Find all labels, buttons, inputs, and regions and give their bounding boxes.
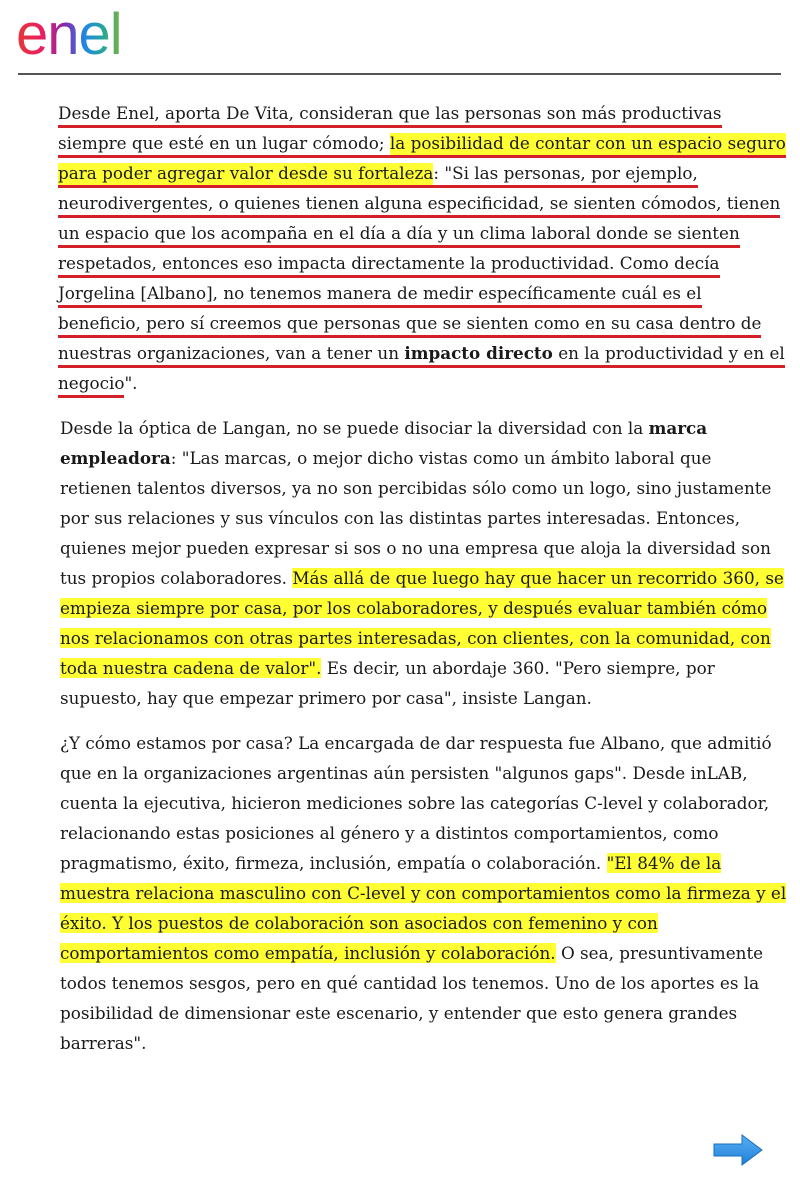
text-segment: posibilidad de dimensionar este escenario, y entender que esto genera grandes xyxy=(60,1003,738,1023)
text-segment: empleadora xyxy=(60,448,171,468)
next-page-button[interactable] xyxy=(712,1132,764,1168)
text-segment: ". xyxy=(124,373,138,393)
text-segment: barreras". xyxy=(60,1033,147,1053)
text-line xyxy=(60,653,748,683)
underlined-text: un espacio que los acompaña en el día a día y un clima laboral donde se sienten xyxy=(58,223,740,248)
text-line xyxy=(60,563,784,593)
highlighted-text: la posibilidad de contar con un espacio seguro xyxy=(390,133,786,158)
text-line xyxy=(58,218,748,248)
text-segment: Es decir, un abordaje 360. "Pero siempre, por xyxy=(321,658,715,678)
text-segment: pragmatismo, éxito, firmeza, inclusión, empatía o colaboración. xyxy=(60,853,607,873)
header-divider xyxy=(18,73,781,75)
underlined-text: beneficio, pero sí creemos que personas que se sienten como en su casa dentro de xyxy=(58,313,761,338)
text-line xyxy=(60,908,748,938)
text-line xyxy=(58,248,748,278)
text-line xyxy=(58,128,786,158)
underlined-text: impacto directo xyxy=(404,343,553,368)
text-line xyxy=(60,848,748,878)
text-line xyxy=(60,818,748,848)
text-segment: por sus relaciones y sus vínculos con las distintas partes interesadas. Entonces, xyxy=(60,508,741,528)
highlighted-text: comportamientos como empatía, inclusión y colaboración. xyxy=(60,943,556,963)
highlighted-text: muestra relaciona masculino con C-level y con comportamientos como la firmeza y el xyxy=(60,883,787,903)
text-line xyxy=(58,368,748,398)
text-segment: quienes mejor pueden expresar si sos o no una empresa que aloja la diversidad son xyxy=(60,538,771,558)
highlighted-text: nos relacionamos con otras partes interesadas, con clientes, con la comunidad, con xyxy=(60,628,771,648)
text-line xyxy=(60,1028,748,1058)
text-segment: Desde la óptica de Langan, no se puede disociar la diversidad con la xyxy=(60,418,649,438)
highlighted-text: éxito. Y los puestos de colaboración son asociados con femenino y con xyxy=(60,913,658,933)
text-line xyxy=(60,413,748,443)
underlined-text: en la productividad y en el xyxy=(553,343,785,368)
highlighted-text: "El 84% de la xyxy=(606,853,722,873)
underlined-text: siempre que esté en un lugar cómodo; xyxy=(58,133,390,158)
underlined-text: : "Si las personas, por ejemplo, xyxy=(433,163,697,188)
enel-logo xyxy=(16,2,122,67)
text-segment: relacionando estas posiciones al género y a distintos comportamientos, como xyxy=(60,823,719,843)
paragraph xyxy=(58,728,787,1058)
text-segment: : "Las marcas, o mejor dicho vistas como un ámbito laboral que xyxy=(170,448,712,468)
text-line xyxy=(60,533,771,563)
text-segment: ¿Y cómo estamos por casa? La encargada de dar respuesta fue Albano, que admitió xyxy=(60,733,772,753)
paragraph xyxy=(58,413,784,713)
highlighted-text: Más allá de que luego hay que hacer un recorrido 360, se xyxy=(292,568,784,588)
underlined-text: negocio xyxy=(58,373,124,398)
highlighted-text: empieza siempre por casa, por los colaboradores, y después evaluar también cómo xyxy=(60,598,768,618)
text-line xyxy=(60,443,748,473)
text-segment: marca xyxy=(648,418,708,438)
text-line xyxy=(60,623,771,653)
paragraph xyxy=(58,98,786,398)
text-segment: tus propios colaboradores. xyxy=(60,568,293,588)
text-line xyxy=(58,158,748,188)
text-segment: supuesto, hay que empezar primero por casa", insiste Langan. xyxy=(60,688,592,708)
text-segment: O sea, presuntivamente xyxy=(555,943,764,963)
text-line xyxy=(60,473,772,503)
text-line xyxy=(60,683,748,713)
text-line xyxy=(58,338,785,368)
text-line xyxy=(60,938,764,968)
underlined-text: respetados, entonces eso impacta directamente la productividad. Como decía xyxy=(58,253,720,278)
text-line xyxy=(60,728,772,758)
text-line xyxy=(60,758,748,788)
highlighted-text: toda nuestra cadena de valor". xyxy=(60,658,322,678)
text-line xyxy=(60,593,768,623)
text-line xyxy=(58,98,748,128)
highlighted-text: para poder agregar valor desde su fortaleza xyxy=(58,163,433,188)
text-line xyxy=(60,788,770,818)
text-segment: todos tenemos sesgos, pero en qué cantidad los tenemos. Uno de los aportes es la xyxy=(60,973,760,993)
text-segment: que en la organizaciones argentinas aún persisten "algunos gaps". Desde inLAB, xyxy=(60,763,748,783)
article-body xyxy=(58,98,787,1073)
text-line xyxy=(58,188,781,218)
underlined-text: Desde Enel, aporta De Vita, consideran que las personas son más productivas xyxy=(58,103,722,128)
text-line xyxy=(60,968,760,998)
underlined-text: nuestras organizaciones, van a tener un xyxy=(58,343,404,368)
text-line xyxy=(60,998,748,1028)
text-segment: cuenta la ejecutiva, hicieron mediciones sobre las categorías C-level y colaborador, xyxy=(60,793,770,813)
logo-text: enel xyxy=(16,2,122,67)
text-line xyxy=(58,308,762,338)
text-line xyxy=(60,878,787,908)
text-segment: retienen talentos diversos, ya no son percibidas sólo como un logo, sino justamente xyxy=(60,478,772,498)
text-line xyxy=(60,503,748,533)
underlined-text: Jorgelina [Albano], no tenemos manera de medir específicamente cuál es el xyxy=(58,283,702,308)
arrow-right-icon xyxy=(712,1132,764,1168)
text-line xyxy=(58,278,748,308)
underlined-text: neurodivergentes, o quienes tienen alguna especificidad, se sienten cómodos, tienen xyxy=(58,193,780,218)
